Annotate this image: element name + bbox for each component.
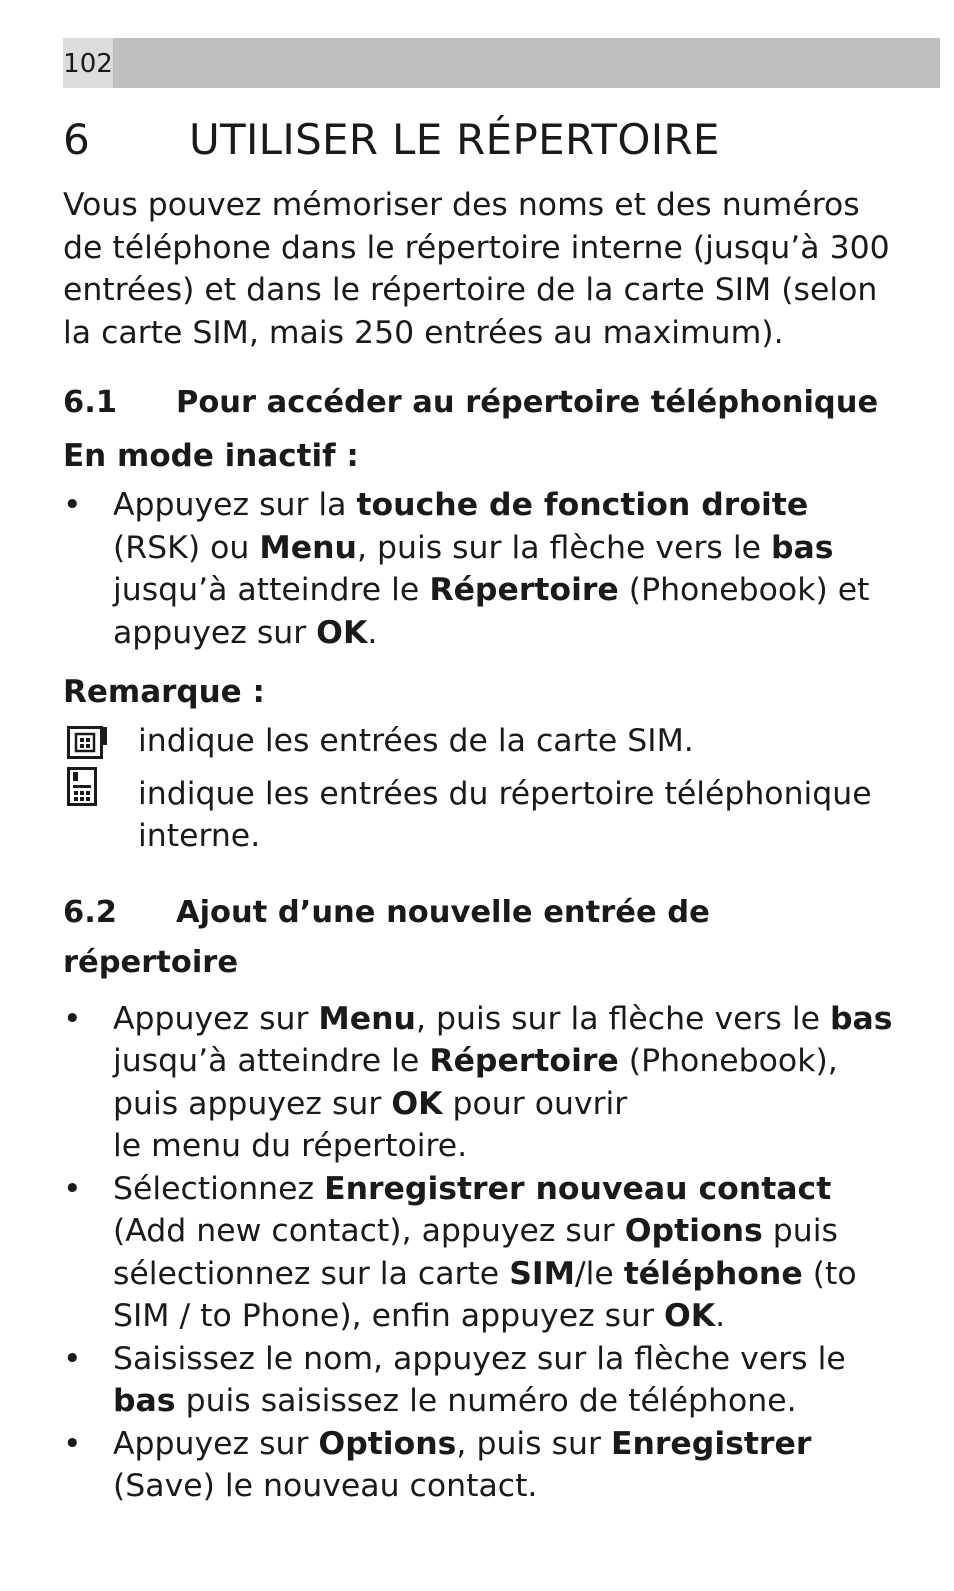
remark-label: Remarque : — [63, 674, 265, 710]
remark-text: indique les entrées du répertoire téléphonique interne. — [138, 775, 872, 854]
chapter-number: 6 — [63, 115, 91, 164]
bullet-list — [63, 484, 893, 654]
section-title-text: Pour accéder au répertoire téléphonique — [176, 385, 879, 420]
section-title-text: Ajout d’une nouvelle entrée de répertoire — [63, 894, 710, 980]
page-content — [63, 110, 893, 1508]
page-number: 102 — [63, 38, 113, 88]
section-title — [63, 888, 893, 988]
remark-text: indique les entrées de la carte SIM. — [138, 723, 694, 759]
sim-card-icon — [67, 726, 109, 772]
remark-sim — [63, 720, 893, 763]
bullet-list — [63, 998, 893, 1508]
remark-phone — [63, 773, 893, 858]
list-item: • Sélectionnez Enregistrer nouveau contact (Add new contact), appuyez sur Options puis sélectionnez sur la carte SIM/le téléphone (to SIM / to Phone), enfin appuyez sur OK. — [63, 1168, 893, 1338]
list-item: • Saisissez le nom, appuyez sur la flèche vers le bas puis saisissez le numéro de téléphone. — [63, 1338, 893, 1423]
section-6-2 — [63, 888, 893, 1508]
chapter-title — [63, 110, 893, 170]
page-header-bar — [63, 38, 940, 88]
phone-memory-icon — [67, 767, 101, 821]
chapter-intro: Vous pouvez mémoriser des noms et des numéros de téléphone dans le répertoire interne (jusqu’à 300 entrées) et dans le répertoire de la carte SIM (selon la carte SIM, mais 250 entrées au maximum). — [63, 187, 890, 351]
mode-label: En mode inactif : — [63, 438, 359, 474]
section-number: 6.1 — [63, 385, 118, 420]
section-title — [63, 378, 893, 428]
list-item: • Appuyez sur Options, puis sur Enregistrer (Save) le nouveau contact. — [63, 1423, 893, 1508]
section-number: 6.2 — [63, 894, 118, 930]
chapter-title-text: UTILISER LE RÉPERTOIRE — [189, 115, 720, 164]
list-item: • Appuyez sur la touche de fonction droite (RSK) ou Menu, puis sur la flèche vers le bas jusqu’à atteindre le Répertoire (Phonebook) et appuyez sur OK. — [63, 484, 893, 654]
section-6-1 — [63, 378, 893, 858]
list-item: • Appuyez sur Menu, puis sur la flèche vers le bas jusqu’à atteindre le Répertoire (Phonebook), puis appuyez sur OK pour ouvrir le menu du répertoire. — [63, 998, 893, 1168]
